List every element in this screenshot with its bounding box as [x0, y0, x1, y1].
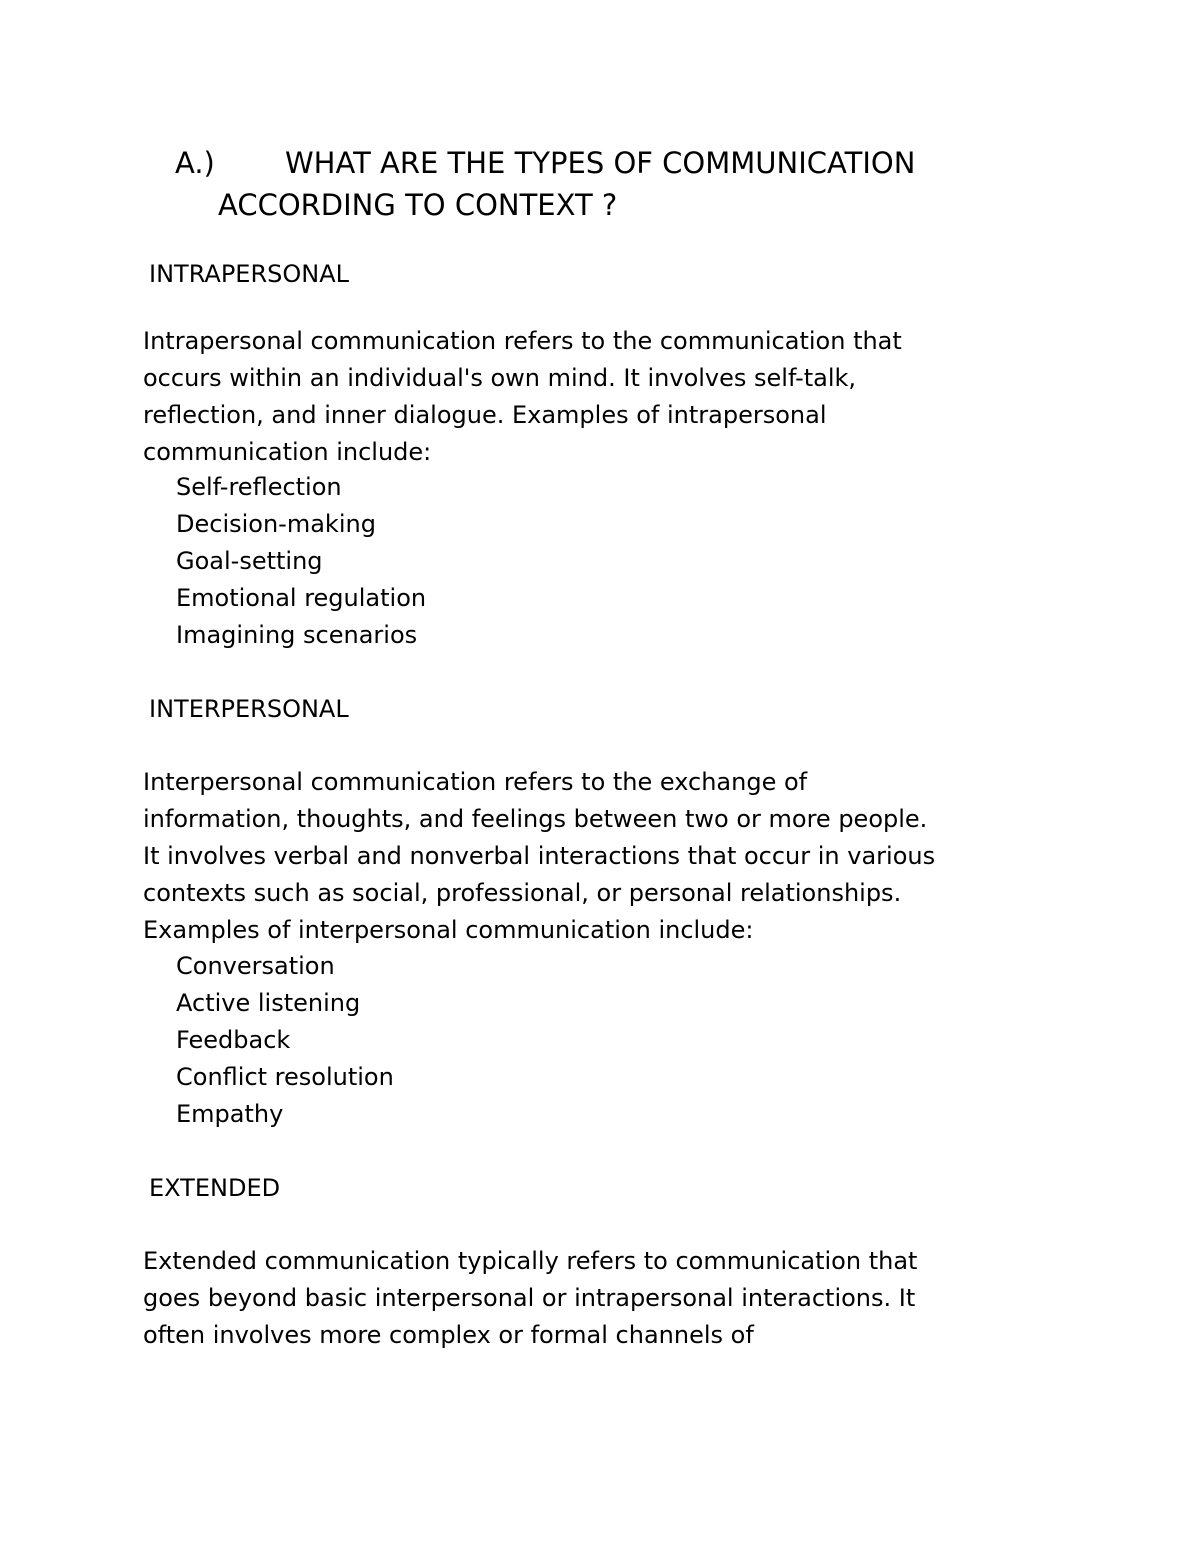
paragraph-line: It involves verbal and nonverbal interactions that occur in various [143, 842, 936, 870]
paragraph-line: contexts such as social, professional, or personal relationships. [143, 879, 902, 907]
paragraph-line: goes beyond basic interpersonal or intrapersonal interactions. It [143, 1284, 916, 1312]
list-item: Goal-setting [176, 547, 323, 575]
paragraph-interpersonal [143, 764, 1083, 949]
paragraph-line: communication include: [143, 438, 432, 466]
paragraph-line: Interpersonal communication refers to the exchange of [143, 768, 808, 796]
heading-line-1: WHAT ARE THE TYPES OF COMMUNICATION [285, 146, 916, 180]
paragraph-line: occurs within an individual's own mind. It involves self-talk, [143, 364, 857, 392]
paragraph-line: often involves more complex or formal channels of [143, 1321, 754, 1349]
paragraph-line: reflection, and inner dialogue. Examples of intrapersonal [143, 401, 827, 429]
list-item: Emotional regulation [176, 584, 427, 612]
list-interpersonal [176, 948, 394, 1133]
heading-line-2: ACCORDING TO CONTEXT ? [218, 188, 618, 222]
section-title-interpersonal: INTERPERSONAL [149, 695, 349, 723]
list-item: Conversation [176, 952, 335, 980]
paragraph-intrapersonal [143, 323, 1083, 471]
list-intrapersonal [176, 469, 426, 654]
paragraph-extended [143, 1243, 1083, 1354]
list-item: Feedback [176, 1026, 291, 1054]
paragraph-line: information, thoughts, and feelings between two or more people. [143, 805, 928, 833]
list-item: Active listening [176, 989, 361, 1017]
paragraph-line: Intrapersonal communication refers to the communication that [143, 327, 902, 355]
list-item: Imagining scenarios [176, 621, 418, 649]
list-item: Empathy [176, 1100, 284, 1128]
section-title-intrapersonal: INTRAPERSONAL [149, 260, 349, 288]
paragraph-line: Extended communication typically refers to communication that [143, 1247, 918, 1275]
question-heading [175, 142, 1075, 226]
list-item: Decision-making [176, 510, 376, 538]
section-title-extended: EXTENDED [149, 1174, 281, 1202]
list-item: Self-reflection [176, 473, 342, 501]
paragraph-line: Examples of interpersonal communication include: [143, 916, 754, 944]
question-number: A.) [175, 146, 215, 180]
list-item: Conflict resolution [176, 1063, 394, 1091]
